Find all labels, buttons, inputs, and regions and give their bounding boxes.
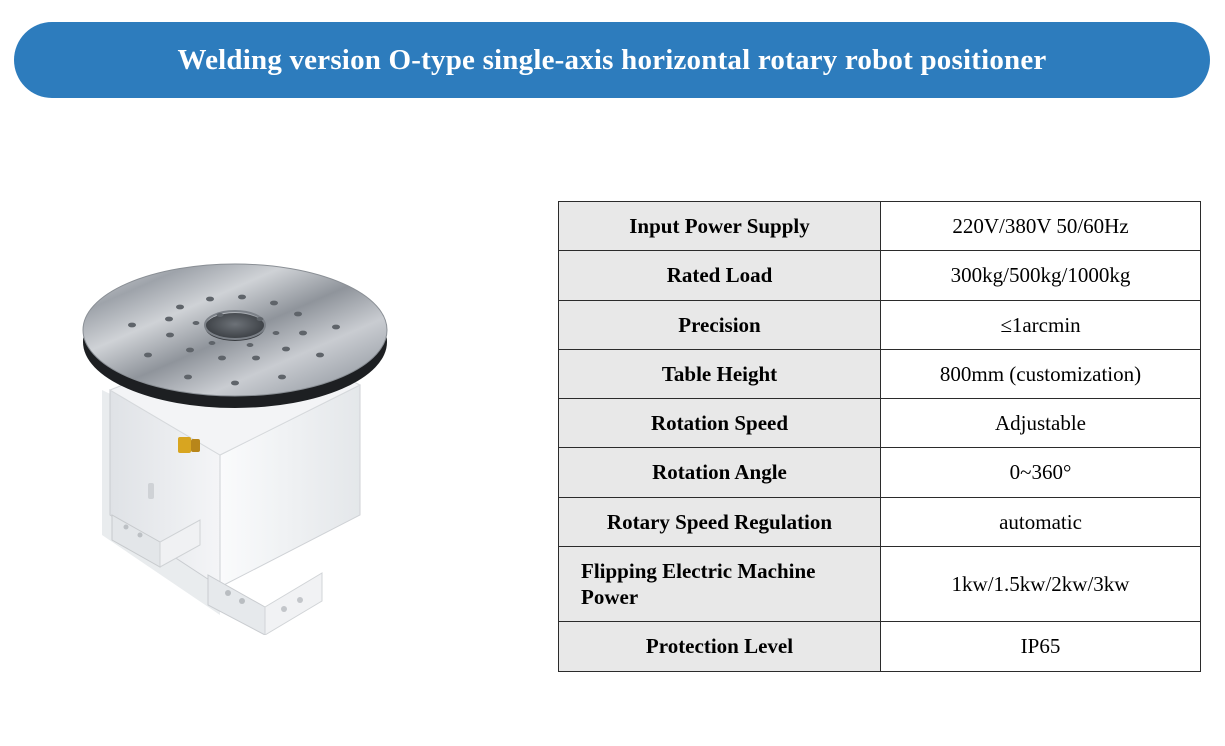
spec-label: Flipping Electric Machine Power xyxy=(559,546,881,622)
spec-value: IP65 xyxy=(881,622,1201,671)
spec-value: automatic xyxy=(881,497,1201,546)
spec-label: Table Height xyxy=(559,349,881,398)
specification-table xyxy=(558,201,1200,672)
table-row xyxy=(559,349,1201,398)
table-row xyxy=(559,622,1201,671)
table-row xyxy=(559,399,1201,448)
table-row xyxy=(559,202,1201,251)
table-row xyxy=(559,546,1201,622)
spec-value: 1kw/1.5kw/2kw/3kw xyxy=(881,546,1201,622)
spec-value: 800mm (customization) xyxy=(881,349,1201,398)
spec-label: Precision xyxy=(559,300,881,349)
spec-value: 300kg/500kg/1000kg xyxy=(881,251,1201,300)
spec-label: Rotation Speed xyxy=(559,399,881,448)
table-row xyxy=(559,497,1201,546)
product-image xyxy=(60,215,500,635)
spec-value: 220V/380V 50/60Hz xyxy=(881,202,1201,251)
table-row xyxy=(559,251,1201,300)
spec-table-body xyxy=(559,202,1201,672)
spec-value: 0~360° xyxy=(881,448,1201,497)
title-banner xyxy=(14,22,1210,98)
table-row xyxy=(559,448,1201,497)
spec-label: Rated Load xyxy=(559,251,881,300)
spec-label: Rotation Angle xyxy=(559,448,881,497)
spec-label: Input Power Supply xyxy=(559,202,881,251)
table-row xyxy=(559,300,1201,349)
spec-label: Protection Level xyxy=(559,622,881,671)
spec-value: Adjustable xyxy=(881,399,1201,448)
page-title: Welding version O-type single-axis horizontal rotary robot positioner xyxy=(177,43,1047,76)
spec-label: Rotary Speed Regulation xyxy=(559,497,881,546)
positioner-illustration xyxy=(60,215,500,635)
spec-value: ≤1arcmin xyxy=(881,300,1201,349)
